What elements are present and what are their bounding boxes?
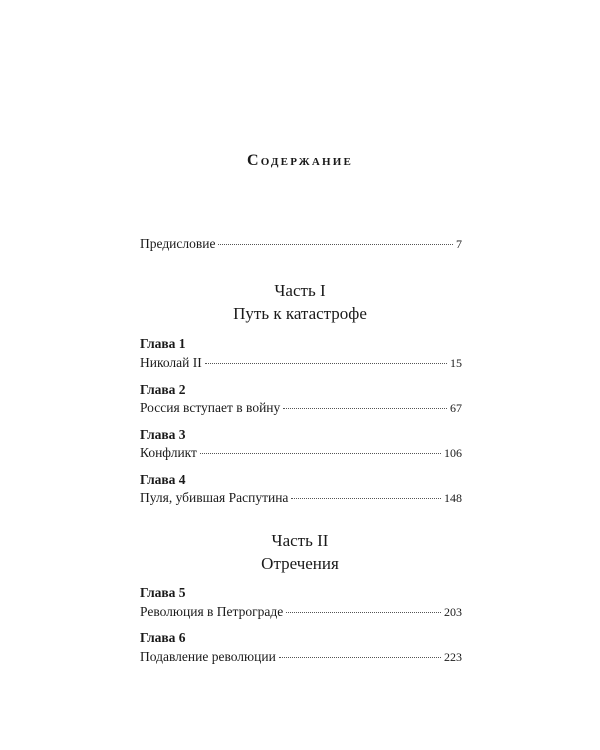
part-title: Путь к катастрофе xyxy=(233,304,367,323)
toc-heading: Содержание xyxy=(246,152,354,169)
entry-title: Предисловие xyxy=(140,236,216,251)
part-label: Часть II xyxy=(271,531,329,550)
part-label: Часть I xyxy=(274,281,326,300)
dot-leader xyxy=(291,498,441,499)
entry-page-number: 203 xyxy=(444,605,462,619)
entry-page-number: 7 xyxy=(456,237,462,251)
chapter-label: Глава 2 xyxy=(140,382,186,397)
toc-entry-chapter-4[interactable] xyxy=(140,490,462,506)
chapter-label: Глава 4 xyxy=(140,472,186,487)
toc-entry-chapter-3[interactable] xyxy=(140,445,462,461)
dot-leader xyxy=(218,244,453,245)
entry-page-number: 106 xyxy=(444,446,462,460)
entry-page-number: 67 xyxy=(450,401,462,415)
entry-title: Революция в Петрограде xyxy=(140,604,284,619)
entry-title: Подавление революции xyxy=(140,649,276,664)
entry-title: Пуля, убившая Распутина xyxy=(140,490,289,505)
entry-page-number: 223 xyxy=(444,650,462,664)
entry-page-number: 15 xyxy=(450,356,462,370)
toc-entry-chapter-1[interactable] xyxy=(140,355,462,371)
dot-leader xyxy=(283,408,447,409)
chapter-label: Глава 3 xyxy=(140,427,186,442)
chapter-label: Глава 6 xyxy=(140,630,186,645)
entry-title: Конфликт xyxy=(140,445,197,460)
part-title: Отречения xyxy=(261,554,339,573)
dot-leader xyxy=(205,363,447,364)
toc-entry-preface[interactable] xyxy=(140,236,462,252)
dot-leader xyxy=(286,612,441,613)
entry-title: Россия вступает в войну xyxy=(140,400,281,415)
entry-page-number: 148 xyxy=(444,491,462,505)
toc-entry-chapter-5[interactable] xyxy=(140,604,462,620)
dot-leader xyxy=(200,453,441,454)
toc-entry-chapter-6[interactable] xyxy=(140,649,462,665)
chapter-label: Глава 1 xyxy=(140,336,186,351)
dot-leader xyxy=(279,657,441,658)
toc-entry-chapter-2[interactable] xyxy=(140,400,462,416)
entry-title: Николай II xyxy=(140,355,202,370)
chapter-label: Глава 5 xyxy=(140,585,186,600)
